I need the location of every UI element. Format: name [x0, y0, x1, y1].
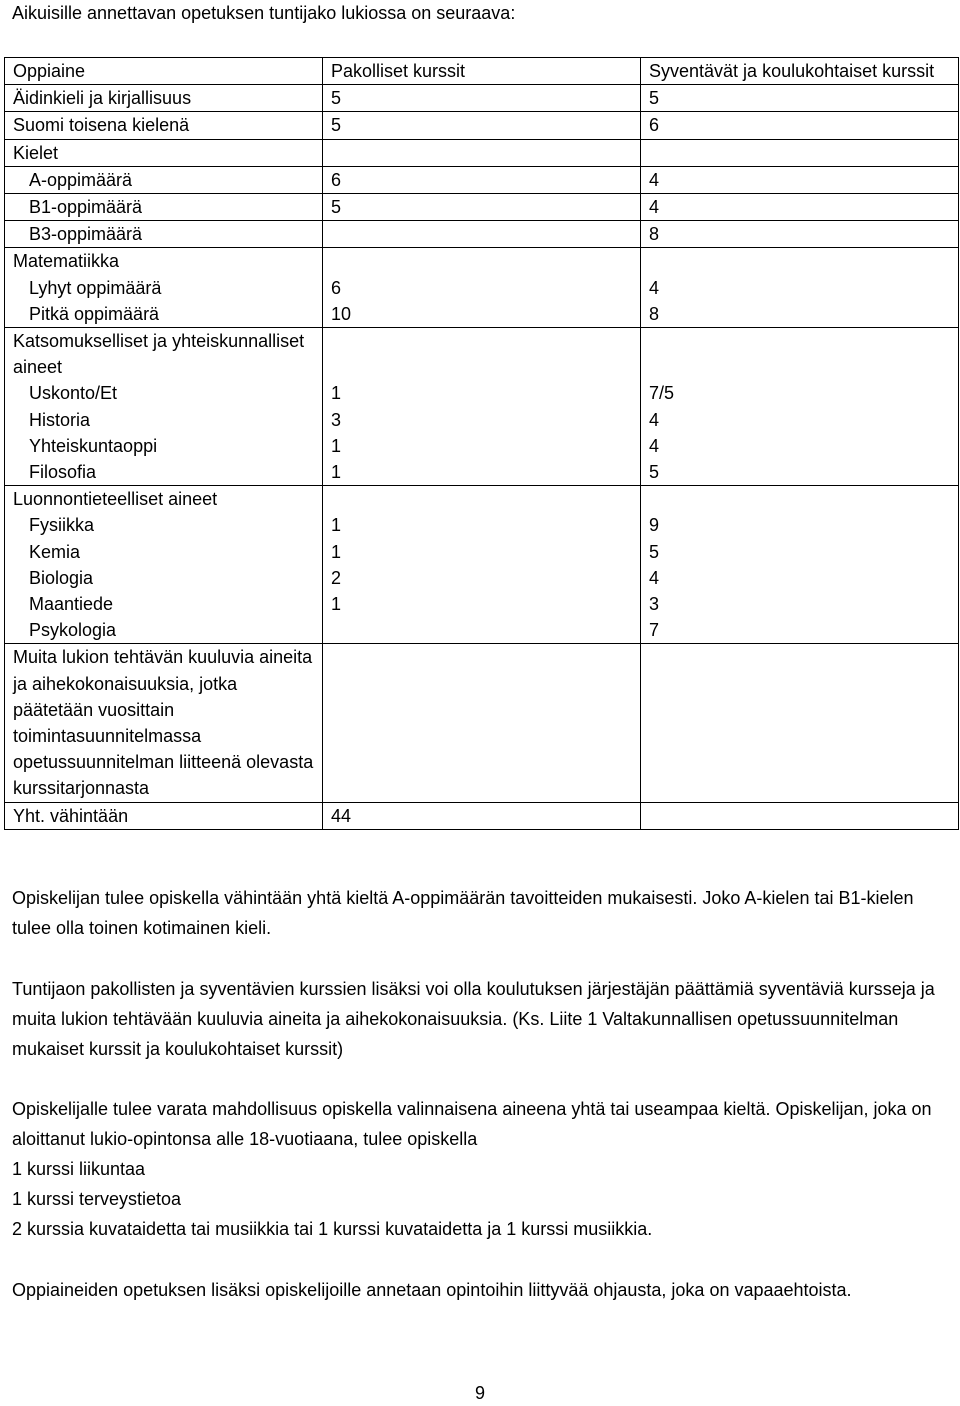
empty-cell [323, 139, 641, 166]
mandatory-cell [323, 644, 641, 802]
mandatory-cell: 6 [323, 166, 641, 193]
mandatory-cell: 5 [323, 194, 641, 221]
mandatory-cell [323, 328, 641, 486]
header-advanced: Syventävät ja koulukohtaiset kurssit [641, 58, 959, 85]
subject-cell: Muita lukion tehtävän kuuluvia aineita ja aihekokonaisuuksia, jotka päätetään vuosittain toimintasuunnitelmassa opetussuunnitelman liitteenä olevasta kurssitarjonnasta [5, 644, 323, 802]
advanced-value: 4 [649, 277, 660, 298]
advanced-cell: 4 [641, 166, 959, 193]
sub-subject: Filosofia [29, 462, 97, 483]
group-title: Matematiikka [13, 251, 120, 272]
header-subject: Oppiaine [5, 58, 323, 85]
group-subject-cell [5, 248, 323, 328]
table-row [5, 644, 959, 802]
table-row [5, 221, 959, 248]
sub-subject: Maantiede [29, 594, 114, 615]
subject-cell [5, 221, 323, 248]
advanced-cell [641, 248, 959, 328]
advanced-value: 5 [649, 462, 660, 483]
sub-subject: Kemia [29, 541, 81, 562]
mandatory-cell [323, 221, 641, 248]
advanced-cell [641, 802, 959, 829]
advanced-value: 7/5 [649, 383, 675, 404]
table-row-group [5, 328, 959, 486]
subject-cell: Äidinkieli ja kirjallisuus [5, 85, 323, 112]
paragraph-guidance: Oppiaineiden opetuksen lisäksi opiskelijoille annetaan opintoihin liittyvää ohjausta, joka on vapaaehtoista. [12, 1280, 852, 1300]
advanced-cell [641, 328, 959, 486]
advanced-cell [641, 644, 959, 802]
advanced-value: 3 [649, 594, 660, 615]
mandatory-value: 6 [331, 277, 342, 298]
table-row-group [5, 139, 959, 166]
advanced-value: 4 [649, 409, 660, 430]
paragraph-additional-courses: Tuntijaon pakollisten ja syventävien kurssien lisäksi voi olla koulutuksen järjestäjän päättämiä syventäviä kursseja ja muita lukion tehtävään kuuluvia aineita ja aihekokonaisuuksia. (Ks. Liite 1 Valtakunnallisen opetussuunnitelman mukaiset kurssit ja koulukohtaiset kurssit) [12, 979, 935, 1059]
list-item: 2 kurssia kuvataidetta tai musiikkia tai 1 kurssi kuvataidetta ja 1 kurssi musiikkia. [12, 1219, 653, 1239]
list-item: 1 kurssi liikuntaa [12, 1159, 146, 1179]
sub-subject: Lyhyt oppimäärä [29, 277, 162, 298]
lesson-distribution-table [4, 57, 959, 830]
advanced-cell: 6 [641, 112, 959, 139]
mandatory-cell: 5 [323, 112, 641, 139]
mandatory-value: 1 [331, 594, 342, 615]
group-title: Katsomukselliset ja yhteiskunnalliset aineet [13, 331, 305, 378]
mandatory-value: 1 [331, 462, 342, 483]
intro-text: Aikuisille annettavan opetuksen tuntijako lukiossa on seuraava: [12, 3, 516, 23]
list-item: 1 kurssi terveystietoa [12, 1189, 182, 1209]
sub-subject: Psykologia [29, 620, 117, 641]
advanced-value: 4 [649, 567, 660, 588]
advanced-value: 5 [649, 541, 660, 562]
sub-subject: Uskonto/Et [29, 383, 118, 404]
table-header-row [5, 58, 959, 85]
group-subject-cell [5, 139, 323, 166]
mandatory-cell: 5 [323, 85, 641, 112]
mandatory-value: 1 [331, 515, 342, 536]
table-row [5, 194, 959, 221]
advanced-value: 4 [649, 435, 660, 456]
sub-subject: B1-oppimäärä [29, 197, 143, 218]
advanced-cell: 8 [641, 221, 959, 248]
sub-subject: Historia [29, 409, 91, 430]
group-title: Luonnontieteelliset aineet [13, 489, 218, 510]
paragraph-language-requirement: Opiskelijan tulee opiskella vähintään yhtä kieltä A-oppimäärän tavoitteiden mukaisesti. Joko A-kielen tai B1-kielen tulee olla toinen kotimainen kieli. [12, 888, 914, 938]
header-mandatory: Pakolliset kurssit [323, 58, 641, 85]
sub-subject: A-oppimäärä [29, 169, 133, 190]
mandatory-value: 1 [331, 435, 342, 456]
sub-subject: B3-oppimäärä [29, 224, 143, 245]
sub-subject: Fysiikka [29, 515, 95, 536]
total-value: 44 [323, 802, 641, 829]
subject-cell [5, 166, 323, 193]
paragraph-optional-languages: Opiskelijalle tulee varata mahdollisuus opiskella valinnaisena aineena yhtä tai useampaa kieltä. Opiskelijan, joka on aloittanut lukio-opintonsa alle 18-vuotiaana, tulee opiskella [12, 1099, 932, 1149]
table-row-group [5, 248, 959, 328]
sub-subject: Pitkä oppimäärä [29, 303, 160, 324]
table-row-group [5, 486, 959, 644]
subject-cell [5, 194, 323, 221]
group-subject-cell [5, 486, 323, 644]
empty-cell [641, 139, 959, 166]
mandatory-value: 10 [331, 303, 352, 324]
page-number: 9 [474, 1383, 485, 1403]
mandatory-value: 1 [331, 383, 342, 404]
subject-cell: Suomi toisena kielenä [5, 112, 323, 139]
sub-subject: Yhteiskuntaoppi [29, 435, 158, 456]
mandatory-value: 3 [331, 409, 342, 430]
mandatory-value: 2 [331, 567, 342, 588]
table-total-row [5, 802, 959, 829]
advanced-value: 7 [649, 620, 660, 641]
advanced-cell: 5 [641, 85, 959, 112]
advanced-cell [641, 486, 959, 644]
advanced-value: 9 [649, 515, 660, 536]
mandatory-cell [323, 486, 641, 644]
table-row [5, 166, 959, 193]
mandatory-cell [323, 248, 641, 328]
advanced-value: 8 [649, 303, 660, 324]
table-row [5, 112, 959, 139]
group-title: Kielet [13, 142, 59, 163]
advanced-cell: 4 [641, 194, 959, 221]
mandatory-value: 1 [331, 541, 342, 562]
sub-subject: Biologia [29, 567, 94, 588]
table-row [5, 85, 959, 112]
mandatory-value [331, 617, 632, 643]
total-label: Yht. vähintään [5, 802, 323, 829]
group-subject-cell [5, 328, 323, 486]
